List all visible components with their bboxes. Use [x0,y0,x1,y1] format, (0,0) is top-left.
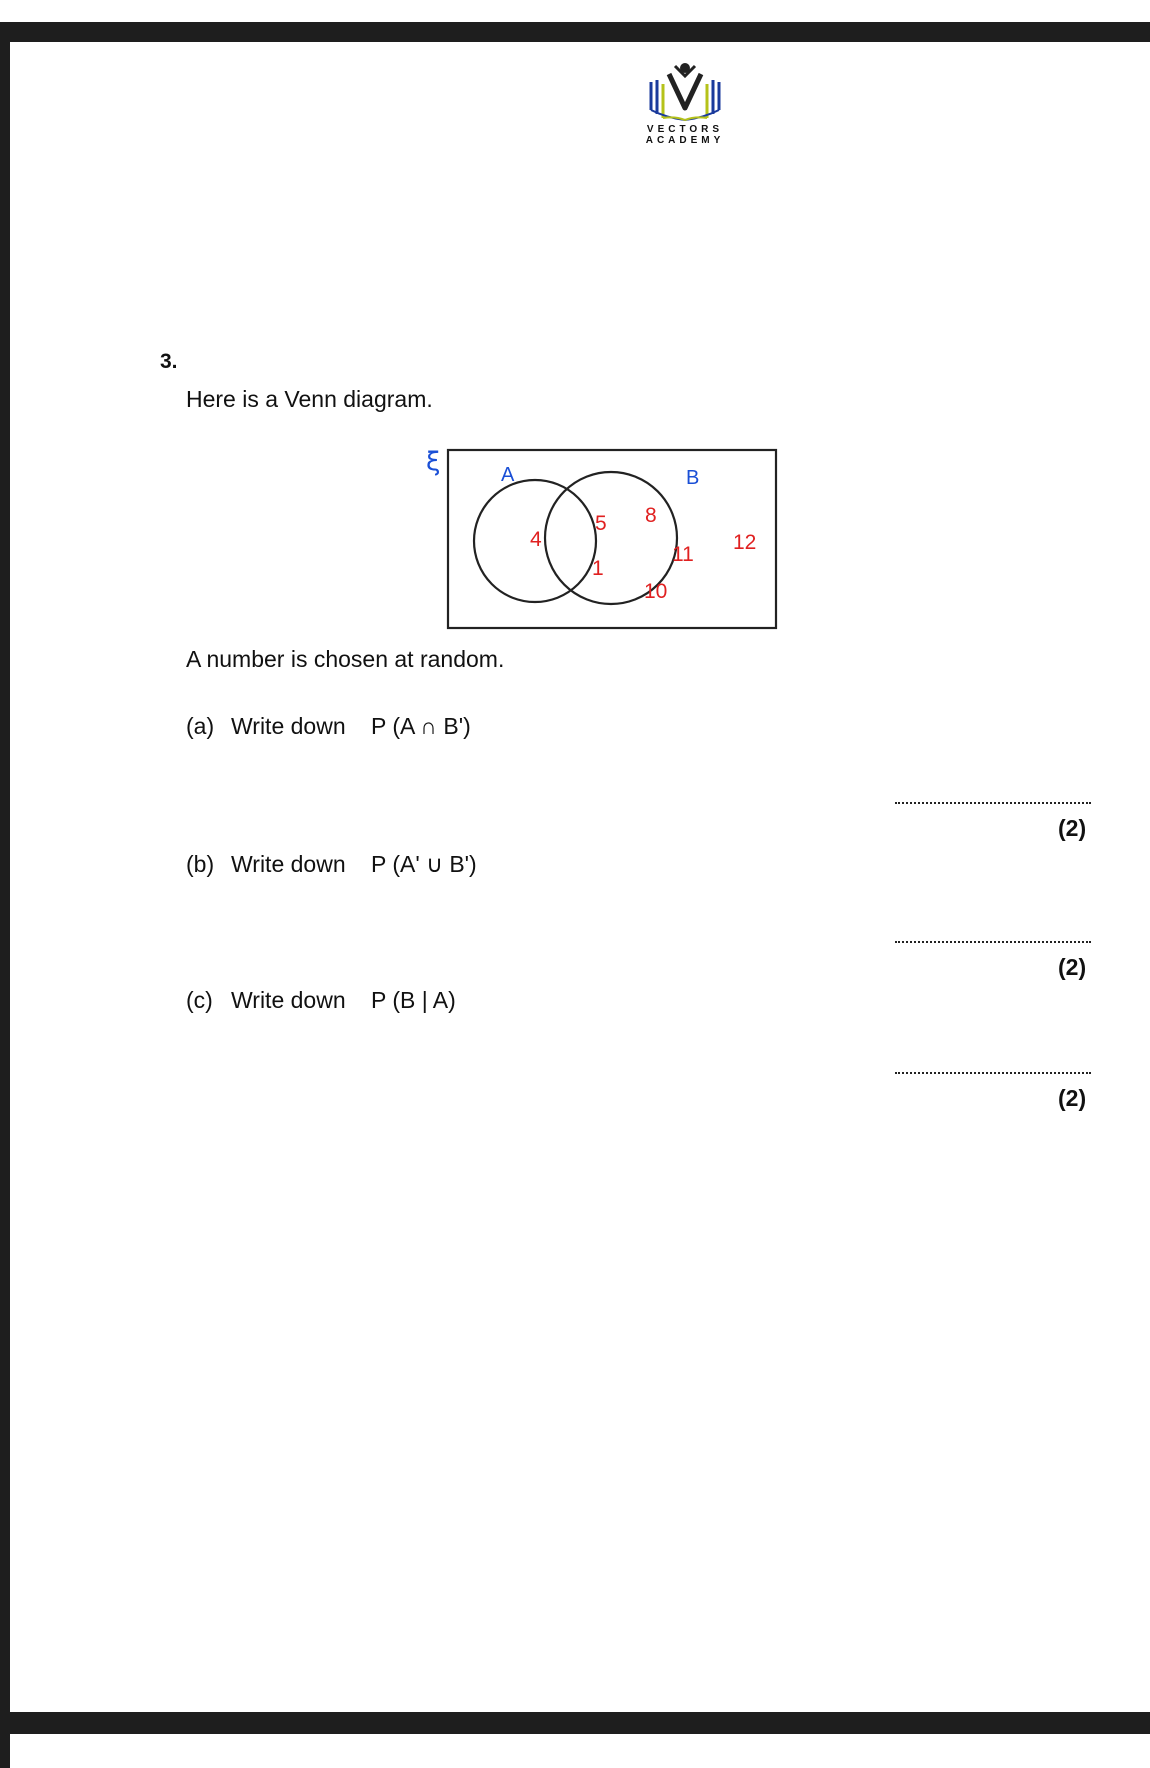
part-b-label: (b) [186,851,215,877]
part-a-expression: P (A ∩ B') [371,713,471,739]
question-number: 3. [160,350,178,373]
universal-symbol: ξ [426,447,441,477]
region-outside-value: 12 [733,531,757,554]
part-b-answer-line[interactable] [895,941,1091,943]
logo-line-1: VECTORS [646,124,724,135]
part-a-prompt: Write down [231,713,346,739]
part-a-answer-line[interactable] [895,802,1091,804]
next-page-edge [10,1734,1150,1768]
document-page [10,42,1150,1712]
part-b-marks: (2) [1058,954,1087,980]
logo-line-2: ACADEMY [645,135,725,146]
universal-set-box [448,450,776,628]
set-b-label: B [686,467,700,489]
part-b-prompt: Write down [231,851,346,877]
part-c-prompt: Write down [231,987,346,1013]
window-top-strip [0,0,1150,22]
region-a-only-value: 4 [530,528,542,551]
region-b-only-value: 11 [672,543,694,566]
vectors-academy-logo [632,58,738,172]
region-b-only-value: 10 [644,580,668,603]
part-c-answer-line[interactable] [895,1072,1091,1074]
part-c-marks: (2) [1058,1085,1087,1111]
question-followup: A number is chosen at random. [186,646,505,672]
region-a-and-b-value: 5 [595,512,607,535]
part-b-expression: P (A' ∪ B') [371,851,477,877]
region-a-and-b-value: 1 [592,557,604,580]
set-a-label: A [501,464,515,486]
book-person-logo-icon [645,58,725,124]
part-a-label: (a) [186,713,215,739]
part-c-label: (c) [186,987,213,1013]
part-a-marks: (2) [1058,815,1087,841]
part-c-expression: P (B | A) [371,987,456,1013]
venn-diagram [420,436,790,636]
region-b-only-value: 8 [645,504,657,527]
question-intro: Here is a Venn diagram. [186,386,433,412]
